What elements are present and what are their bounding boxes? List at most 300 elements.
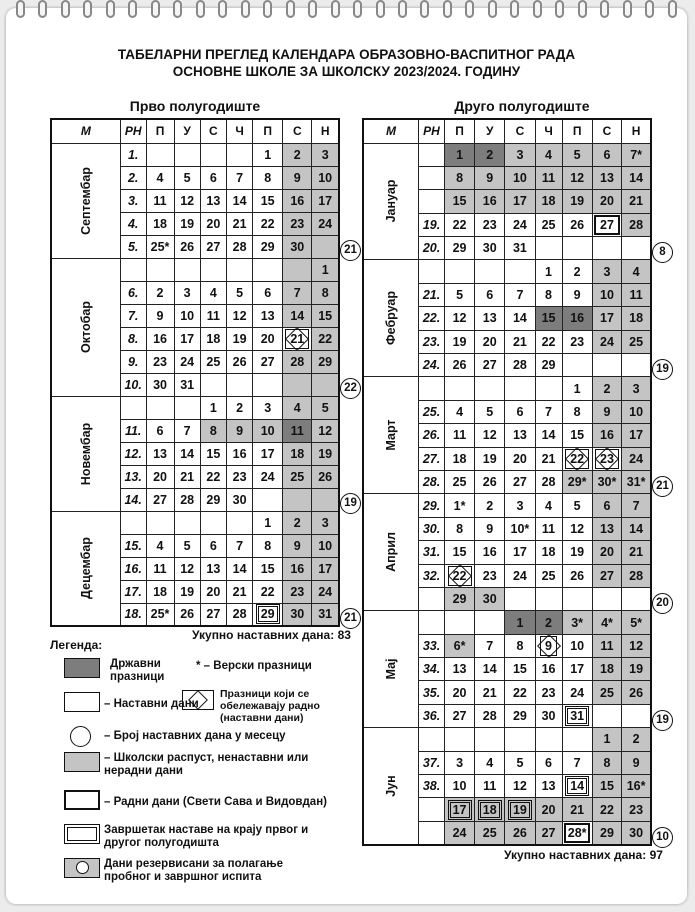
day-number: 11 [290, 423, 304, 438]
day-number: 29 [452, 592, 467, 607]
day-cell [253, 534, 283, 557]
day-number: 11 [483, 779, 497, 794]
week-number: 8. [120, 327, 146, 350]
month-count-circle: 19 [652, 710, 673, 731]
day-number: 2 [486, 147, 494, 162]
day-cell [253, 258, 283, 281]
day-cell [622, 798, 651, 821]
day-number: 17 [448, 800, 472, 820]
day-cell [535, 681, 562, 704]
day-cell [283, 603, 312, 626]
day-number: 27 [482, 358, 497, 373]
week-number [120, 511, 146, 534]
spiral-ring [645, 0, 654, 18]
day-number: 8 [321, 285, 329, 300]
day-cell [146, 212, 174, 235]
day-number: 15 [260, 561, 275, 576]
day-number: 24 [570, 685, 585, 700]
day-cell [146, 603, 174, 626]
day-number: 10 [318, 538, 333, 553]
day-number: 13 [600, 171, 614, 186]
day-cell [535, 541, 562, 564]
legend-work-label: – Радни дани (Свети Сава и Видовдан) [104, 796, 327, 808]
legend-teaching-label: – Наставни дани [104, 698, 199, 710]
day-cell [283, 143, 312, 166]
semester1-table [50, 118, 340, 627]
week-number [419, 377, 445, 400]
day-cell [592, 798, 621, 821]
day-cell [146, 419, 174, 442]
week-row [51, 258, 339, 281]
day-cell [535, 470, 562, 493]
day-cell [475, 213, 505, 236]
day-cell [174, 327, 200, 350]
day-cell [226, 212, 252, 235]
day-number: 25 [452, 475, 467, 490]
month-count-circle: 19 [340, 493, 361, 514]
month-cell [363, 494, 419, 611]
day-cell [475, 237, 505, 260]
day-number: 23 [290, 584, 305, 599]
day-cell [283, 212, 312, 235]
header-cell: П [253, 119, 283, 143]
day-cell [444, 798, 474, 821]
day-cell [253, 350, 283, 373]
day-number: 21 [232, 584, 247, 599]
day-number: 20 [482, 334, 497, 349]
day-cell [253, 419, 283, 442]
day-number: 26 [232, 354, 247, 369]
day-number: 30 [290, 239, 305, 254]
day-cell [622, 587, 651, 610]
day-cell [174, 235, 200, 258]
day-number: 8 [264, 170, 272, 185]
month-name: Март [384, 419, 399, 451]
day-number: 12 [570, 521, 585, 536]
day-cell [475, 658, 505, 681]
day-number: 28 [482, 709, 497, 724]
header-cell: С [283, 119, 312, 143]
day-number: 23 [596, 452, 618, 466]
day-number: 2 [632, 732, 640, 747]
day-number: 22 [541, 334, 556, 349]
header-cell: С [592, 119, 621, 143]
day-number: 22 [512, 685, 527, 700]
day-number: 24 [600, 334, 614, 349]
day-cell [592, 634, 621, 657]
header-cell: Н [312, 119, 339, 143]
day-number: 9 [632, 755, 640, 770]
legend-holiday-swatch [64, 658, 100, 678]
day-cell [535, 587, 562, 610]
month-cell [363, 377, 419, 494]
semester2-title: Друго полугодиште [454, 98, 590, 114]
legend-religious-label: * – Верски празници [196, 660, 312, 672]
day-cell [505, 330, 535, 353]
day-cell [312, 235, 339, 258]
day-cell [312, 350, 339, 373]
day-cell [200, 419, 226, 442]
day-cell [475, 307, 505, 330]
day-number: 25* [150, 239, 170, 254]
day-cell [592, 587, 621, 610]
day-cell [174, 396, 200, 419]
spiral-ring [668, 0, 677, 18]
spiral-ring [353, 0, 362, 18]
spiral-binding [16, 0, 677, 18]
day-cell [535, 307, 562, 330]
day-cell [226, 603, 252, 626]
day-number: 14 [290, 308, 305, 323]
day-cell [174, 350, 200, 373]
day-cell [312, 373, 339, 396]
day-cell [475, 634, 505, 657]
spiral-ring [83, 0, 92, 18]
week-number: 15. [120, 534, 146, 557]
day-cell [312, 603, 339, 626]
month-count-circle: 21 [652, 476, 673, 497]
day-number: 2 [236, 400, 244, 415]
week-number [419, 587, 445, 610]
day-cell [200, 212, 226, 235]
week-number [419, 260, 445, 283]
day-cell [200, 396, 226, 419]
day-cell [562, 564, 592, 587]
day-number: 26 [512, 825, 527, 840]
day-number: 3 [264, 400, 272, 415]
week-number [419, 611, 445, 634]
day-cell [622, 307, 651, 330]
week-number: 36. [419, 704, 445, 727]
day-cell [226, 419, 252, 442]
day-number: 13 [512, 428, 527, 443]
month-count-circle: 21 [340, 240, 361, 261]
day-number: 16 [290, 561, 305, 576]
legend-teaching-swatch [64, 692, 100, 712]
day-cell [226, 373, 252, 396]
day-number: 13 [153, 446, 167, 461]
day-cell [444, 143, 474, 166]
day-number: 4 [545, 498, 552, 513]
day-number: 14 [512, 311, 527, 326]
day-cell [312, 511, 339, 534]
day-number: 8 [209, 423, 217, 438]
week-number [419, 166, 445, 189]
day-cell [200, 327, 226, 350]
day-number: 24 [512, 568, 527, 583]
week-row [363, 494, 651, 517]
spiral-ring [420, 0, 429, 18]
day-cell [475, 517, 505, 540]
day-cell [283, 189, 312, 212]
day-number: 18 [153, 584, 167, 599]
semester2-total [504, 848, 663, 862]
day-number: 10 [629, 404, 644, 419]
day-cell [253, 166, 283, 189]
day-number: 24 [512, 217, 527, 232]
day-number: 3* [571, 615, 584, 630]
day-number: 13 [482, 311, 497, 326]
day-number: 28 [629, 568, 644, 583]
week-number: 7. [120, 304, 146, 327]
day-cell [622, 330, 651, 353]
day-cell [226, 281, 252, 304]
day-cell [283, 419, 312, 442]
day-cell [174, 488, 200, 511]
week-number: 38. [419, 775, 445, 798]
day-number: 14 [629, 521, 644, 536]
spiral-ring [61, 0, 70, 18]
day-number: 7 [545, 404, 552, 419]
day-cell [283, 511, 312, 534]
month-name: Јун [384, 775, 399, 797]
day-number: 5 [516, 755, 524, 770]
day-number: 1 [516, 615, 524, 630]
day-cell [226, 465, 252, 488]
day-cell [146, 166, 174, 189]
header-cell: Ч [226, 119, 252, 143]
day-cell [253, 442, 283, 465]
day-cell [283, 373, 312, 396]
header-cell: С [200, 119, 226, 143]
day-cell [444, 541, 474, 564]
day-number: 4 [156, 170, 164, 185]
day-cell [226, 350, 252, 373]
day-number: 16 [482, 194, 497, 209]
day-cell [562, 681, 592, 704]
day-cell [622, 517, 651, 540]
day-number: 21 [180, 469, 195, 484]
day-cell [475, 400, 505, 423]
day-number: 22 [600, 802, 614, 817]
day-number: 10 [260, 423, 275, 438]
day-number: 18 [452, 451, 467, 466]
day-cell [174, 166, 200, 189]
day-cell [592, 447, 621, 470]
day-number: 6 [545, 755, 552, 770]
day-cell [622, 260, 651, 283]
day-cell [592, 354, 621, 377]
day-number: 21 [482, 685, 497, 700]
day-number: 29 [600, 825, 614, 840]
day-number: 13 [206, 561, 221, 576]
day-cell [312, 465, 339, 488]
day-cell [562, 704, 592, 727]
month-name: Новембар [78, 422, 93, 485]
day-number: 28 [541, 475, 556, 490]
week-row [363, 377, 651, 400]
day-number: 15 [452, 194, 467, 209]
day-number: 3 [321, 515, 329, 530]
day-number: 2 [545, 615, 552, 630]
day-cell [253, 189, 283, 212]
day-number: 21 [629, 194, 644, 209]
day-number: 12 [482, 428, 497, 443]
day-number: 30 [482, 592, 497, 607]
day-cell [444, 634, 474, 657]
header-cell: У [475, 119, 505, 143]
day-cell [312, 534, 339, 557]
day-number: 10 [452, 779, 467, 794]
day-number: 27 [600, 217, 614, 232]
week-number [419, 798, 445, 821]
month-cell [51, 396, 120, 511]
day-cell [312, 327, 339, 350]
day-number: 4 [486, 755, 494, 770]
day-cell [562, 237, 592, 260]
day-number: 23 [570, 334, 585, 349]
day-cell [505, 424, 535, 447]
day-number: 22 [452, 217, 467, 232]
day-cell [444, 377, 474, 400]
day-number: 19 [452, 334, 467, 349]
day-cell [475, 751, 505, 774]
header-cell: П [444, 119, 474, 143]
day-cell [535, 330, 562, 353]
day-number: 6 [156, 423, 164, 438]
day-cell [505, 564, 535, 587]
month-name: Април [384, 532, 399, 573]
day-number: 28 [180, 492, 195, 507]
day-cell [253, 281, 283, 304]
day-cell [174, 258, 200, 281]
day-cell [535, 400, 562, 423]
day-cell [505, 775, 535, 798]
day-cell [592, 237, 621, 260]
day-number: 23 [153, 354, 167, 369]
day-cell [253, 603, 283, 626]
day-cell [283, 327, 312, 350]
day-cell [622, 447, 651, 470]
month-name: Децембар [78, 537, 93, 600]
day-number: 30 [541, 709, 556, 724]
week-number: 19. [419, 213, 445, 236]
day-cell [505, 821, 535, 844]
day-cell [505, 400, 535, 423]
day-number: 14 [232, 561, 247, 576]
day-cell [444, 564, 474, 587]
day-cell [475, 587, 505, 610]
day-number: 12 [570, 171, 585, 186]
day-cell [535, 283, 562, 306]
day-cell [505, 587, 535, 610]
day-cell [535, 190, 562, 213]
day-cell [200, 603, 226, 626]
day-cell [475, 166, 505, 189]
day-cell [200, 143, 226, 166]
day-number: 6 [209, 170, 217, 185]
day-number: 12 [180, 193, 195, 208]
document-title [6, 46, 687, 80]
spiral-ring [331, 0, 340, 18]
day-cell [592, 751, 621, 774]
day-cell [283, 534, 312, 557]
day-cell [475, 424, 505, 447]
day-cell [505, 611, 535, 634]
day-cell [535, 611, 562, 634]
day-number: 8 [516, 638, 524, 653]
day-cell [146, 189, 174, 212]
day-number: 26 [452, 358, 467, 373]
day-cell [535, 658, 562, 681]
day-number: 14 [232, 193, 247, 208]
day-cell [562, 260, 592, 283]
day-number: 3 [632, 381, 640, 396]
day-cell [253, 465, 283, 488]
day-cell [535, 634, 562, 657]
day-number: 22 [449, 569, 471, 583]
day-number: 16 [232, 446, 247, 461]
day-cell [444, 470, 474, 493]
day-cell [562, 424, 592, 447]
day-number: 24 [318, 584, 333, 599]
header-cell: РН [419, 119, 445, 143]
day-number: 16 [570, 311, 585, 326]
day-number: 13 [541, 779, 556, 794]
day-cell [475, 447, 505, 470]
legend-exam-swatch [64, 858, 100, 878]
day-cell [444, 283, 474, 306]
header-cell: У [174, 119, 200, 143]
day-number: 28 [232, 607, 247, 622]
day-number: 10 [318, 170, 333, 185]
day-number: 1* [453, 498, 466, 513]
day-cell [444, 728, 474, 751]
week-number: 11. [120, 419, 146, 442]
week-number: 35. [419, 681, 445, 704]
day-cell [253, 557, 283, 580]
legend-marked-swatch [182, 690, 214, 710]
day-number: 17 [180, 331, 195, 346]
day-number: 23 [290, 216, 305, 231]
day-cell [444, 821, 474, 844]
day-number: 18 [290, 446, 305, 461]
day-number: 19 [232, 331, 247, 346]
day-cell [444, 237, 474, 260]
day-number: 19 [570, 545, 585, 560]
day-cell [312, 442, 339, 465]
day-cell [505, 354, 535, 377]
week-number: 28. [419, 470, 445, 493]
day-number: 16* [626, 779, 646, 794]
day-number: 21 [232, 216, 247, 231]
week-row [363, 728, 651, 751]
day-cell [200, 166, 226, 189]
day-cell [535, 775, 562, 798]
day-cell [622, 354, 651, 377]
day-cell [535, 494, 562, 517]
day-number: 16 [153, 331, 167, 346]
day-cell [283, 465, 312, 488]
legend-end-swatch [64, 824, 100, 844]
month-cell [363, 611, 419, 728]
day-number: 25 [600, 685, 614, 700]
day-number: 1 [264, 147, 272, 162]
day-cell [622, 634, 651, 657]
day-cell [226, 580, 252, 603]
day-number: 26 [629, 685, 644, 700]
day-cell [505, 658, 535, 681]
day-cell [505, 751, 535, 774]
week-number [120, 258, 146, 281]
day-number: 2 [293, 147, 301, 162]
week-number: 33. [419, 634, 445, 657]
spiral-ring [308, 0, 317, 18]
day-number: 25 [629, 334, 644, 349]
day-cell [592, 541, 621, 564]
day-cell [146, 327, 174, 350]
month-cell [51, 258, 120, 396]
